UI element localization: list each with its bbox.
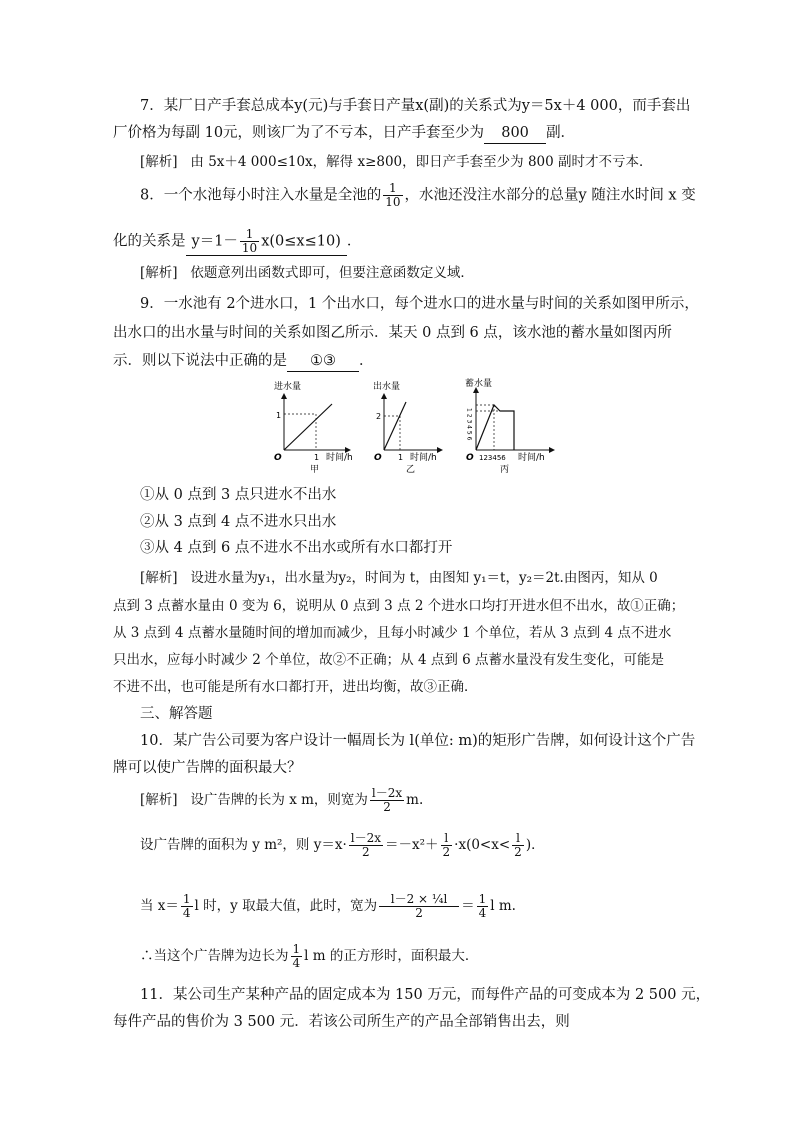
- q10-s3-text-b: l 时，y 取最大值，此时，宽为: [194, 898, 378, 914]
- q8-line1: [140, 182, 696, 209]
- q10-s3-num-2: 1: [478, 892, 487, 906]
- q9-solution-1: [140, 568, 658, 588]
- q9-solution-label: [解析]: [140, 570, 178, 586]
- q10-s1-fraction: [370, 787, 404, 814]
- figure-a-caption: 甲: [310, 465, 320, 475]
- q10-s1-num: l－2x: [371, 786, 403, 800]
- q10-s3-den-2: 4: [478, 906, 487, 920]
- q10-s2-num-1: l－2x: [350, 831, 381, 845]
- figure-b: [373, 380, 442, 475]
- figure-b-ylabel: 出水量: [373, 382, 401, 392]
- figure-b-origin: O: [374, 453, 382, 463]
- q9-text-b: ．: [359, 353, 374, 369]
- q10-s3-num-1: 1: [182, 892, 191, 906]
- figure-b-caption: 乙: [406, 465, 416, 475]
- q10-s1-den: 2: [383, 800, 391, 814]
- q10-s2-den-3: 2: [514, 845, 522, 859]
- q7-line2: [113, 123, 575, 144]
- q9-solution-2: 点到 3 点蓄水量由 0 变为 6，说明从 0 点到 3 点 2 个进水口均打开进水但不出水，故①正确；: [113, 598, 685, 614]
- q9-option-1: ①从 0 点到 3 点只进水不出水: [140, 487, 337, 503]
- q9-option-3: ③从 4 点到 6 点不进水不出水或所有水口都打开: [140, 540, 453, 556]
- q9-solution-text-1: 设进水量为y₁，出水量为y₂，时间为 t，由图知 y₁＝t，y₂＝2t.由图丙，知从 0: [190, 570, 658, 586]
- q10-s3-text-a: 当 x＝: [140, 898, 179, 914]
- q7-answer: 800: [484, 123, 546, 144]
- figure-a-origin: O: [274, 453, 282, 463]
- q10-s3-den-1: 4: [182, 906, 191, 920]
- q9-line3: [113, 351, 374, 372]
- q10-s4-text-a: ∴当这个广告牌为边长为: [140, 948, 289, 964]
- q10-s2-den-2: 2: [442, 845, 451, 859]
- q10-s4-den: 4: [292, 956, 301, 970]
- q9-text-a: 示．则以下说法中正确的是: [113, 353, 287, 369]
- q8-text-b: ，水池还没注水部分的总量y 随注水时间 x 变: [404, 187, 696, 204]
- q10-solution-4: [140, 943, 478, 970]
- figure-b-ytick: 2: [376, 412, 382, 421]
- figure-b-xlabel: 时间/h: [410, 453, 437, 463]
- figure-c-line: [476, 405, 514, 450]
- q7-text-b: 副．: [546, 125, 576, 141]
- q10-s2-fraction-2: [441, 832, 453, 859]
- q10-solution-1: [140, 787, 423, 814]
- figure-a: [274, 380, 353, 475]
- q10-s2-text-d: )．: [525, 837, 545, 853]
- q10-s3-fraction-big: [379, 893, 459, 920]
- q8-line2: [113, 228, 361, 256]
- q8-solution: [140, 263, 474, 283]
- q8-fraction: [383, 182, 402, 209]
- section-heading: 三、解答题: [140, 706, 213, 722]
- q8-fraction-num: 1: [383, 182, 402, 196]
- q8-answer-den: 10: [241, 241, 258, 255]
- q11-line2: 每件产品的售价为 3 500 元．若该公司所生产的产品全部销售出去，则: [113, 1014, 570, 1030]
- figure-a-ylabel: 进水量: [274, 382, 302, 392]
- q8-answer-num: 1: [240, 228, 259, 242]
- q7-solution-text: 由 5x＋4 000≤10x，解得 x≥800，即日产手套至少为 800 副时才不亏本．: [190, 154, 653, 170]
- q9-answer: ①③: [287, 351, 359, 372]
- q11-line1: 11．某公司生产某种产品的固定成本为 150 万元，而每件产品的可变成本为 2 500 元，: [140, 987, 711, 1003]
- q10-line2: 牌可以使广告牌的面积最大？: [113, 760, 302, 776]
- q10-line1: 10．某广告公司要为客户设计一幅周长为 l(单位: m)的矩形广告牌，如何设计这个广告: [140, 733, 696, 749]
- figure-a-line: [284, 404, 332, 450]
- figure-c-origin: O: [466, 453, 474, 463]
- q9-option-2: ②从 3 点到 4 点不进水只出水: [140, 514, 337, 530]
- q8-text-a: 8．一个水池每小时注入水量是全池的: [140, 187, 382, 204]
- q10-s4-fraction: [291, 943, 303, 970]
- figure-c-xticks: 123456: [479, 454, 506, 462]
- q9-solution-3: 从 3 点到 4 点蓄水量随时间的增加而减少，且每小时减少 1 个单位，若从 3 点到 4 点不进水: [113, 625, 672, 641]
- q8-answer-fraction: [240, 228, 259, 255]
- q10-s2-den-1: 2: [362, 845, 370, 859]
- q8-solution-label: [解析]: [140, 265, 178, 281]
- figure-c-ylabel: 蓄水量: [465, 379, 493, 389]
- q7-text-a: 厂价格为每副 10元，则该厂为了不亏本，日产手套至少为: [113, 125, 485, 141]
- figure-c: [465, 378, 554, 475]
- q10-s2-fraction-3: [512, 832, 524, 859]
- q8-text-d: ．: [346, 233, 362, 250]
- q9-figures: [260, 378, 560, 478]
- q10-s4-num: 1: [292, 942, 301, 956]
- figure-a-xlabel: 时间/h: [326, 453, 353, 463]
- q8-solution-text: 依题意列出函数式即可，但要注意函数定义域．: [190, 265, 474, 281]
- q8-fraction-den: 10: [385, 195, 401, 209]
- q10-s2-text-b: ＝－x²＋: [385, 837, 439, 853]
- q10-s2-text-c: ·x(0<x<: [454, 837, 511, 853]
- q8-answer: [186, 228, 347, 256]
- q10-s3-fraction-2: [477, 893, 489, 920]
- q9-line1: 9．一水池有 2个进水口，1 个出水口，每个进水口的进水量与时间的关系如图甲所示，: [140, 296, 699, 312]
- q7-solution: [140, 152, 653, 172]
- q10-s2-text-a: 设广告牌的面积为 y m²，则 y＝x·: [140, 837, 347, 853]
- q10-s3-num-big: l－2 × ¼l: [379, 893, 459, 907]
- q8-answer-a: y＝1－: [191, 233, 238, 250]
- q10-s3-fraction-1: [181, 893, 193, 920]
- figure-b-line: [384, 402, 406, 450]
- q8-answer-b: x(0≤x≤10): [261, 233, 341, 250]
- q7-line1: 7．某厂日产手套总成本y(元)与手套日产量x(副)的关系式为y＝5x＋4 000，而手套出: [140, 98, 691, 114]
- figure-a-xtick: 1: [314, 453, 320, 462]
- q8-text-c: 化的关系是: [113, 233, 186, 250]
- figure-b-xtick: 1: [398, 453, 404, 462]
- q10-s2-fraction-1: [349, 832, 383, 859]
- q10-s3-text-c: ＝: [461, 898, 475, 914]
- q9-solution-4: 只出水，应每小时减少 2 个单位，故②不正确；从 4 点到 6 点蓄水量没有发生变化，可能是: [113, 652, 665, 668]
- q10-s1-text-b: m.: [406, 792, 424, 808]
- figure-c-caption: 丙: [500, 465, 510, 475]
- figure-a-ytick: 1: [276, 411, 282, 420]
- q10-s3-den-big: 2: [415, 906, 423, 920]
- figure-c-xlabel: 时间/h: [518, 453, 545, 463]
- q10-s2-num-3: l: [512, 832, 524, 846]
- q7-solution-label: [解析]: [140, 154, 178, 170]
- q9-line2: 出水口的出水量与时间的关系如图乙所示．某天 0 点到 6 点，该水池的蓄水量如图丙所: [113, 325, 672, 341]
- q9-solution-5: 不进不出，也可能是所有水口都打开，进出均衡，故③正确．: [113, 679, 478, 695]
- q10-solution-3: [140, 893, 516, 920]
- q10-solution-2: [140, 832, 545, 859]
- q10-s3-text-d: l m.: [490, 898, 516, 914]
- q10-solution-label: [解析]: [140, 792, 178, 808]
- figure-c-yticks: 1 2 3 4 5 6: [465, 408, 473, 441]
- q10-s2-num-2: l: [441, 832, 453, 846]
- q10-s1-text-a: 设广告牌的长为 x m，则宽为: [190, 792, 368, 808]
- q10-s4-text-b: l m 的正方形时，面积最大．: [304, 948, 479, 964]
